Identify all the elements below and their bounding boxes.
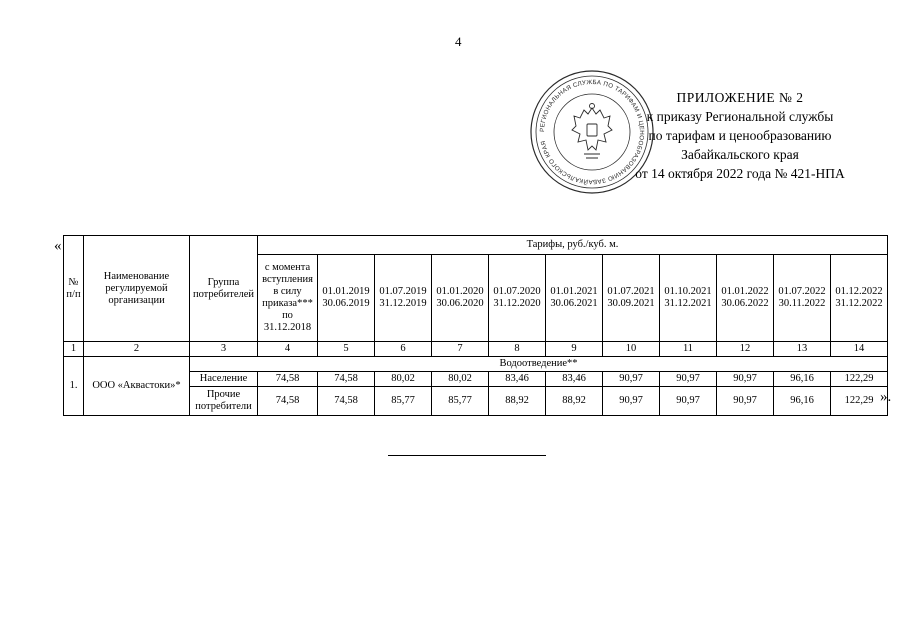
opening-quote: « (54, 238, 62, 254)
appendix-line-order: к приказу Региональной службы (646, 109, 834, 124)
header-number: № п/п (64, 236, 84, 342)
header-consumer-group: Группа потребителей (190, 236, 258, 342)
tariff-value: 90,97 (603, 372, 660, 387)
column-index: 3 (190, 342, 258, 357)
column-index: 10 (603, 342, 660, 357)
consumer-group: Население (190, 372, 258, 387)
tariff-value: 85,77 (432, 387, 489, 416)
tariff-value: 90,97 (717, 372, 774, 387)
period-header: 01.01.2019 30.06.2019 (318, 255, 375, 342)
tariff-value: 85,77 (375, 387, 432, 416)
tariff-value: 74,58 (318, 387, 375, 416)
consumer-group: Прочие потребители (190, 387, 258, 416)
page-number: 4 (455, 34, 462, 49)
appendix-line-region: Забайкальского края (681, 147, 799, 162)
period-header: 01.07.2021 30.09.2021 (603, 255, 660, 342)
column-index: 6 (375, 342, 432, 357)
period-header: с момента вступления в силу приказа*** по 31.12.2018 (258, 255, 318, 342)
closing-quote: ». (880, 389, 892, 405)
tariff-value: 122,29 (831, 372, 888, 387)
tariff-value: 74,58 (318, 372, 375, 387)
appendix-line-date: от 14 октября 2022 года № 421-НПА (635, 166, 845, 181)
column-index: 14 (831, 342, 888, 357)
period-header: 01.07.2019 31.12.2019 (375, 255, 432, 342)
period-header: 01.07.2022 30.11.2022 (774, 255, 831, 342)
tariff-value: 90,97 (717, 387, 774, 416)
column-index: 13 (774, 342, 831, 357)
tariff-value: 88,92 (546, 387, 603, 416)
column-index: 11 (660, 342, 717, 357)
tariff-value: 96,16 (774, 387, 831, 416)
column-index: 8 (489, 342, 546, 357)
seal-text: РЕГИОНАЛЬНАЯ СЛУЖБА ПО ТАРИФАМ И ЦЕНООБРАЗОВАНИЮ ЗАБАЙКАЛЬСКОГО КРАЯ (538, 78, 646, 186)
tariff-value: 74,58 (258, 387, 318, 416)
row-number: 1. (64, 357, 84, 416)
appendix-header (590, 88, 890, 183)
tariff-value: 83,46 (546, 372, 603, 387)
period-header: 01.01.2021 30.06.2021 (546, 255, 603, 342)
column-index: 12 (717, 342, 774, 357)
period-header: 01.01.2020 30.06.2020 (432, 255, 489, 342)
column-index: 4 (258, 342, 318, 357)
footer-divider (388, 455, 546, 456)
header-tariffs: Тарифы, руб./куб. м. (258, 236, 888, 255)
tariff-value: 83,46 (489, 372, 546, 387)
column-index: 7 (432, 342, 489, 357)
column-index: 9 (546, 342, 603, 357)
appendix-line-service: по тарифам и ценообразованию (648, 128, 832, 143)
column-index: 5 (318, 342, 375, 357)
appendix-title: ПРИЛОЖЕНИЕ № 2 (676, 90, 804, 105)
period-header: 01.07.2020 31.12.2020 (489, 255, 546, 342)
period-header: 01.12.2022 31.12.2022 (831, 255, 888, 342)
tariff-table (63, 235, 888, 416)
tariff-value: 96,16 (774, 372, 831, 387)
column-index: 1 (64, 342, 84, 357)
period-header: 01.10.2021 31.12.2021 (660, 255, 717, 342)
tariff-value: 90,97 (660, 372, 717, 387)
tariff-value: 90,97 (660, 387, 717, 416)
organization-name: ООО «Аквастоки»* (84, 357, 190, 416)
service-name: Водоотведение** (190, 357, 888, 372)
tariff-value: 80,02 (375, 372, 432, 387)
tariff-value: 88,92 (489, 387, 546, 416)
tariff-value: 74,58 (258, 372, 318, 387)
tariff-value: 80,02 (432, 372, 489, 387)
period-header: 01.01.2022 30.06.2022 (717, 255, 774, 342)
column-index: 2 (84, 342, 190, 357)
tariff-value: 90,97 (603, 387, 660, 416)
header-organization: Наименование регулируемой организации (84, 236, 190, 342)
tariff-value: 122,29 (831, 387, 888, 416)
